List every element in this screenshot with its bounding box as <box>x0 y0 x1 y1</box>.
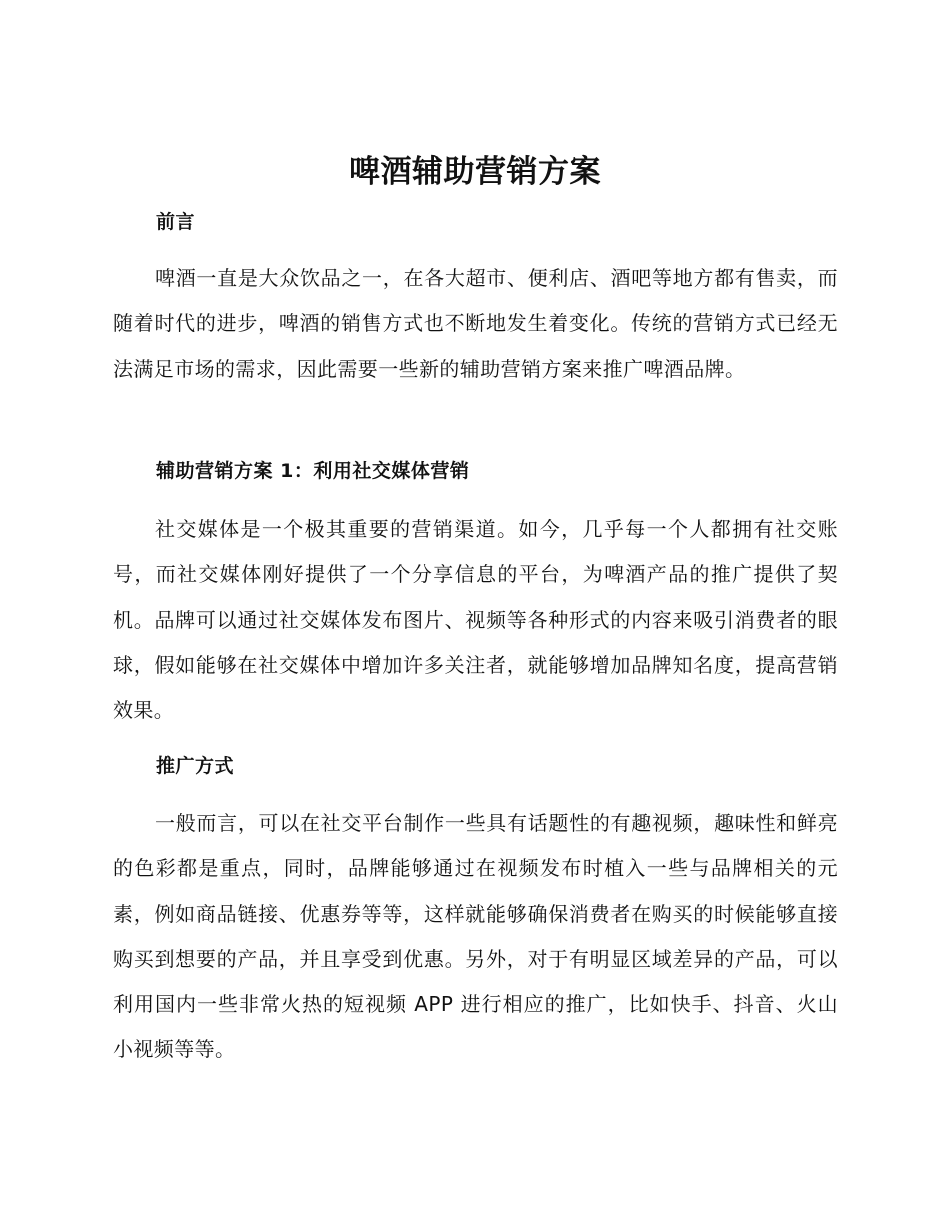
section-paragraph-social-media: 社交媒体是一个极其重要的营销渠道。如今，几乎每一个人都拥有社交账号，而社交媒体刚好提供了一个分享信息的平台，为啤酒产品的推广提供了契机。品牌可以通过社交媒体发布图片、视频等各种形式的内容来吸引消费者的眼球，假如能够在社交媒体中增加许多关注者，就能够增加品牌知名度，提高营销效果。 <box>113 517 838 723</box>
section-heading-promotion: 推广方式 <box>156 755 235 777</box>
document-title: 啤酒辅助营销方案 <box>349 154 601 190</box>
section-paragraph-promotion: 一般而言，可以在社交平台制作一些具有话题性的有趣视频，趣味性和鲜亮的色彩都是重点，同时，品牌能够通过在视频发布时植入一些与品牌相关的元素，例如商品链接、优惠券等等，这样就能够确保消费者在购买的时候能够直接购买到想要的产品，并且享受到优惠。另外，对于有明显区域差异的产品，可以利用国内一些非常火热的短视频 APP 进行相应的推广，比如快手、抖音、火山小视频等等。 <box>113 811 838 1062</box>
section-heading-social-media: 辅助营销方案 1：利用社交媒体营销 <box>156 460 470 482</box>
section-heading-preface: 前言 <box>156 211 196 233</box>
section-paragraph-preface: 啤酒一直是大众饮品之一，在各大超市、便利店、酒吧等地方都有售卖，而随着时代的进步，啤酒的销售方式也不断地发生着变化。传统的营销方式已经无法满足市场的需求，因此需要一些新的辅助营销方案来推广啤酒品牌。 <box>113 266 838 381</box>
